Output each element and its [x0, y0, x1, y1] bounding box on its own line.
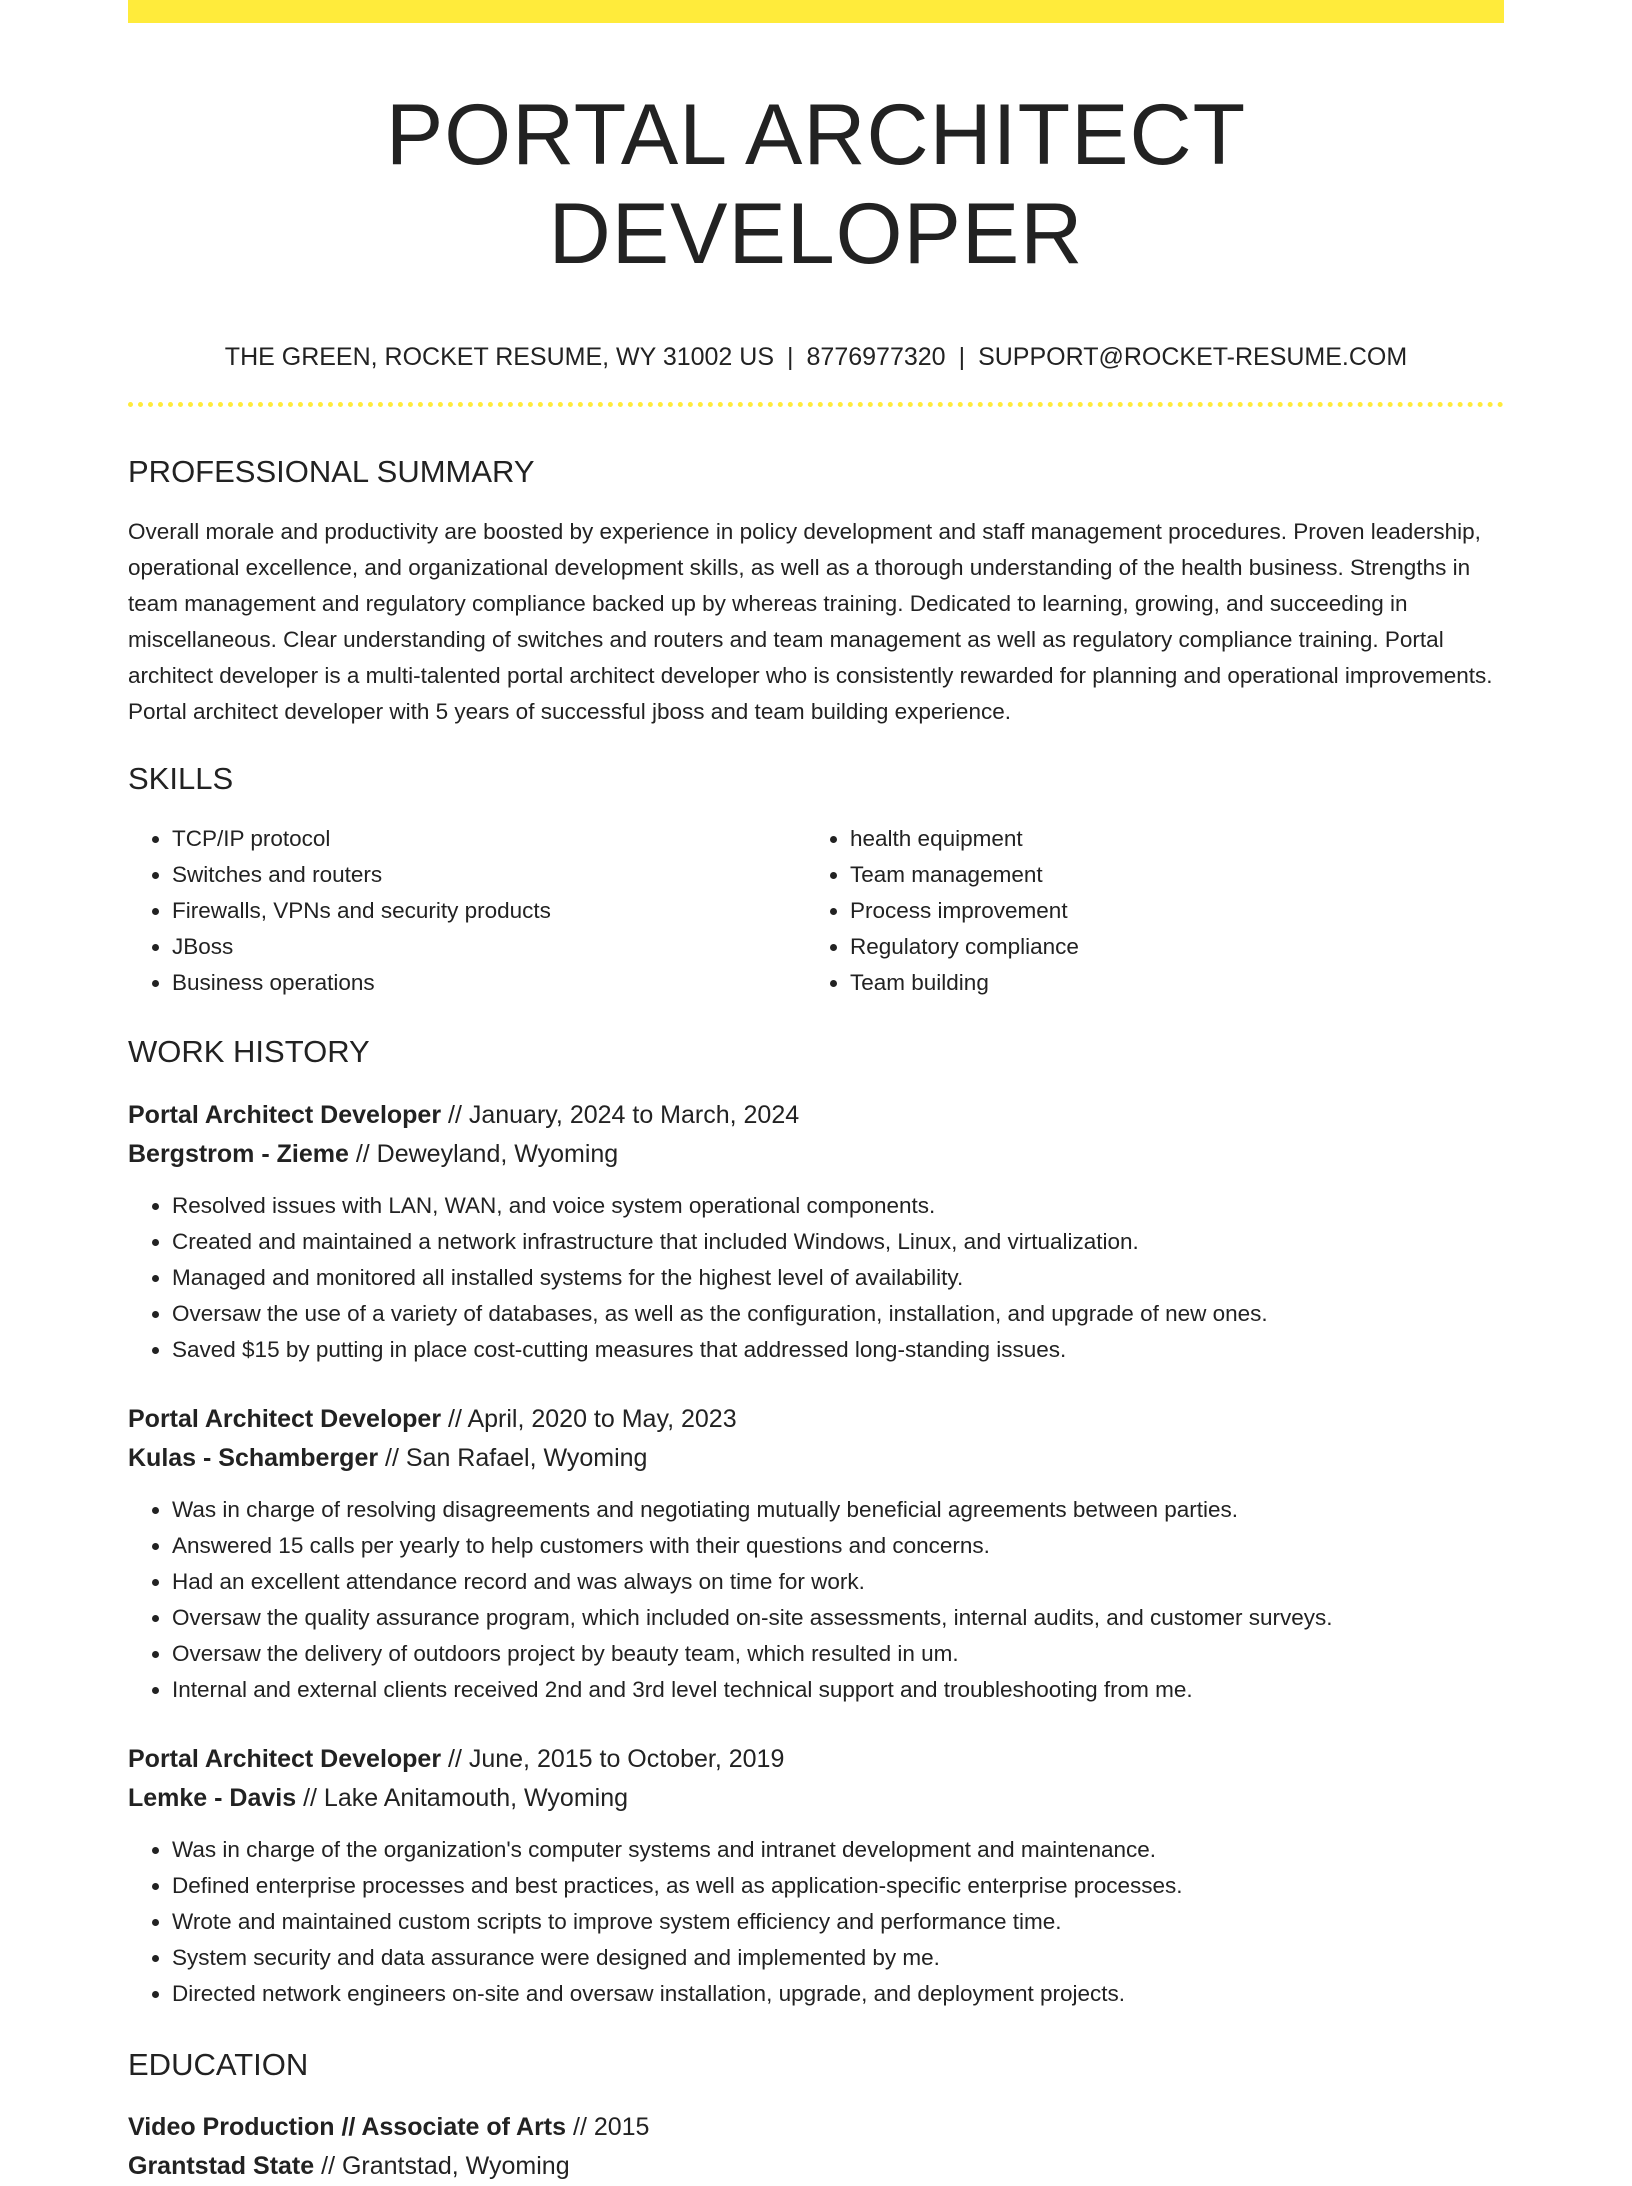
skills-grid	[128, 821, 1504, 1001]
candidate-name: PORTAL ARCHITECT DEVELOPER	[385, 87, 1247, 282]
education-degree: Video Production // Associate of Arts	[128, 2112, 567, 2141]
job-location: // San Rafael, Wyoming	[378, 1444, 648, 1473]
job-company: Kulas - Schamberger	[128, 1444, 379, 1473]
job-bullets	[128, 1492, 1504, 1708]
job-bullet: • Defined enterprise processes and best practices, as well as application-specific enterprise processes.	[172, 1868, 1504, 1904]
skill-item: • Process improvement	[850, 893, 1484, 929]
skill-item: • Team building	[850, 965, 1484, 1001]
job-bullet: • Was in charge of the organization's computer systems and intranet development and maintenance.	[172, 1832, 1504, 1868]
contact-line	[128, 342, 1504, 372]
job-bullet: • Managed and monitored all installed systems for the highest level of availability.	[172, 1260, 1504, 1296]
job-role-line	[128, 1400, 1504, 1439]
skill-item: • health equipment	[850, 821, 1484, 857]
job-role-line	[128, 1740, 1504, 1779]
job-bullet: • Oversaw the use of a variety of databases, as well as the configuration, installation, and upgrade of new ones.	[172, 1296, 1504, 1332]
skill-item: • Business operations	[172, 965, 806, 1001]
education-year: // 2015	[566, 2112, 650, 2141]
job-bullet: • Oversaw the delivery of outdoors project by beauty team, which resulted in um.	[172, 1636, 1504, 1672]
job-company-line	[128, 1135, 1504, 1174]
skills-heading: SKILLS	[128, 760, 234, 796]
skill-item: • Team management	[850, 857, 1484, 893]
job-dates: // June, 2015 to October, 2019	[441, 1745, 785, 1774]
job-entry	[128, 1740, 1504, 2012]
skill-item: • Firewalls, VPNs and security products	[172, 893, 806, 929]
job-bullets	[128, 1188, 1504, 1368]
contact-separator: |	[958, 342, 966, 371]
job-company: Bergstrom - Zieme	[128, 1140, 349, 1169]
job-role: Portal Architect Developer	[128, 1745, 442, 1774]
job-location: // Deweyland, Wyoming	[348, 1140, 619, 1169]
job-bullet: • Created and maintained a network infrastructure that included Windows, Linux, and virtualization.	[172, 1224, 1504, 1260]
job-role: Portal Architect Developer	[128, 1405, 442, 1434]
contact-phone: 8776977320	[806, 342, 946, 371]
skill-item: • Regulatory compliance	[850, 929, 1484, 965]
job-bullet: • Saved $15 by putting in place cost-cutting measures that addressed long-standing issues.	[172, 1332, 1504, 1368]
job-role: Portal Architect Developer	[128, 1101, 442, 1130]
education-school: Grantstad State	[128, 2151, 315, 2180]
job-location: // Lake Anitamouth, Wyoming	[296, 1784, 629, 1813]
education-school-line	[128, 2147, 1504, 2186]
work-history-heading: WORK HISTORY	[128, 1034, 370, 1070]
skill-item: • TCP/IP protocol	[172, 821, 806, 857]
top-accent-bar	[128, 0, 1504, 23]
skill-item: • Switches and routers	[172, 857, 806, 893]
skills-right-list	[806, 821, 1484, 1001]
summary-heading: PROFESSIONAL SUMMARY	[128, 453, 535, 489]
job-entry	[128, 1400, 1504, 1708]
job-dates: // April, 2020 to May, 2023	[441, 1405, 737, 1434]
skill-item: • JBoss	[172, 929, 806, 965]
resume-page	[128, 0, 1504, 2186]
job-entry	[128, 1096, 1504, 1368]
job-bullet: • Oversaw the quality assurance program, which included on-site assessments, internal audits, and customer surveys.	[172, 1600, 1504, 1636]
job-bullet: • System security and data assurance were designed and implemented by me.	[172, 1940, 1504, 1976]
contact-address: THE GREEN, ROCKET RESUME, WY 31002 US	[224, 342, 775, 371]
job-bullet: • Resolved issues with LAN, WAN, and voice system operational components.	[172, 1188, 1504, 1224]
contact-email: SUPPORT@ROCKET-RESUME.COM	[978, 342, 1408, 371]
summary-text: Overall morale and productivity are boosted by experience in policy development and staff management procedures. Proven leadership, operational excellence, and organizational development skills, as well as a thorough understanding of the health business. Strengths in team management and regulatory compliance backed up by whereas training. Dedicated to learning, growing, and succeeding in miscellaneous. Clear understanding of switches and routers and team management as well as regulatory compliance training. Portal architect developer is a multi-talented portal architect developer who is consistently rewarded for planning and operational improvements. Portal architect developer with 5 years of successful jboss and team building experience.	[128, 518, 1493, 724]
skills-left-list	[128, 821, 806, 1001]
job-company: Lemke - Davis	[128, 1784, 297, 1813]
job-bullet: • Answered 15 calls per yearly to help customers with their questions and concerns.	[172, 1528, 1504, 1564]
education-heading: EDUCATION	[128, 2047, 309, 2083]
contact-separator: |	[787, 342, 794, 371]
job-bullet: • Was in charge of resolving disagreements and negotiating mutually beneficial agreements between parties.	[172, 1492, 1504, 1528]
education-location: // Grantstad, Wyoming	[314, 2151, 570, 2180]
job-company-line	[128, 1439, 1504, 1478]
education-degree-line	[128, 2108, 1504, 2147]
job-company-line	[128, 1779, 1504, 1818]
job-role-line	[128, 1096, 1504, 1135]
job-bullet: • Had an excellent attendance record and was always on time for work.	[172, 1564, 1504, 1600]
education-entry	[128, 2108, 1504, 2186]
job-bullet: • Directed network engineers on-site and oversaw installation, upgrade, and deployment projects.	[172, 1976, 1504, 2012]
job-dates: // January, 2024 to March, 2024	[441, 1101, 800, 1130]
dotted-divider	[128, 402, 1504, 407]
job-bullet: • Internal and external clients received 2nd and 3rd level technical support and troubleshooting from me.	[172, 1672, 1504, 1708]
job-bullet: • Wrote and maintained custom scripts to improve system efficiency and performance time.	[172, 1904, 1504, 1940]
job-bullets	[128, 1832, 1504, 2012]
